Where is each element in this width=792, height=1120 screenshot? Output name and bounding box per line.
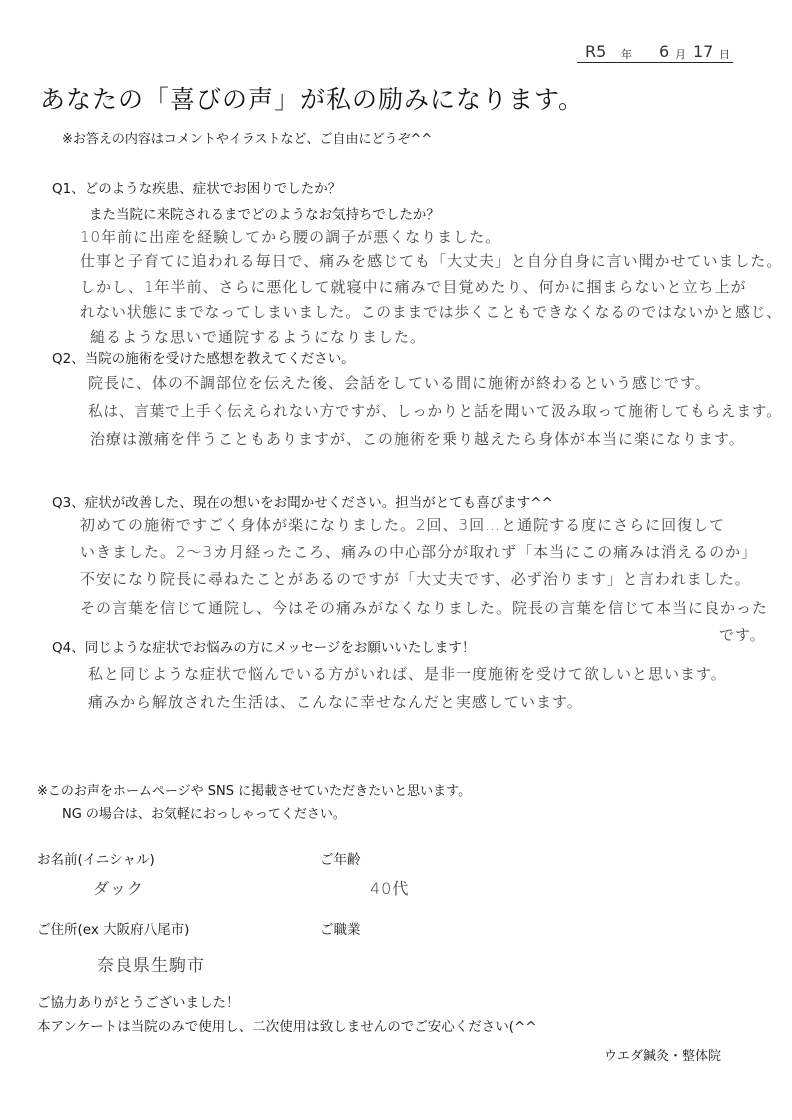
q1-answer-line: 10年前に出産を経験してから腰の調子が悪くなりました。 [80, 228, 502, 246]
name-value: ダック [93, 879, 145, 898]
date-day-unit: 日 [719, 48, 730, 61]
age-value: 40代 [370, 879, 410, 898]
q3-answer-line: その言葉を信じて通院し、今はその痛みがなくなりました。院長の言葉を信じて本当に良かった [80, 599, 769, 617]
q2-answer-line: 私は、言葉で上手く伝えられない方ですが、しっかりと話を聞いて汲み取って施術してもらえます。 [88, 402, 782, 420]
q1-answer-line: れない状態にまでなってしまいました。このままでは歩くこともできなくなるのではないかと感じ、 [80, 303, 783, 321]
q2-question: Q2、当院の施術を受けた感想を教えてください。 [52, 351, 355, 367]
job-label: ご職業 [320, 922, 361, 938]
thanks-message: ご協力ありがとうございました！ [37, 995, 240, 1011]
date-field [577, 40, 733, 63]
subtitle: ※お答えの内容はコメントやイラストなど、ご自由にどうぞ^^ [62, 132, 433, 147]
q3-answer-line: いきました。2～3カ月経ったころ、痛みの中心部分が取れず「本当にこの痛みは消えるのか」 [80, 543, 758, 561]
date-era-year: R5 [585, 42, 607, 61]
q1-subquestion: また当院に来院されるまでどのようなお気持ちでしたか？ [89, 207, 440, 223]
usage-notice: 本アンケートは当院のみで使用し、二次使用は致しませんのでご安心ください(^^ [37, 1019, 537, 1035]
q3-answer-line: 初めての施術ですごく身体が楽になりました。2回、3回…と通院する度にさらに回復して [80, 516, 726, 534]
q1-answer-line: 縋るような思いで通院するようになりました。 [90, 328, 427, 346]
date-year-unit: 年 [621, 48, 632, 61]
address-label: ご住所(ex 大阪府八尾市) [37, 922, 190, 938]
q4-answer-line: 痛みから解放された生活は、こんなに幸せなんだと実感しています。 [88, 693, 583, 711]
date-month-unit: 月 [675, 48, 686, 61]
clinic-name: ウエダ鍼灸・整体院 [604, 1049, 722, 1064]
q4-question: Q4、同じような症状でお悩みの方にメッセージをお願いいたします！ [52, 640, 476, 656]
date-day: 17 [693, 42, 714, 61]
q1-answer-line: 仕事と子育てに追われる毎日で、痛みを感じても「大丈夫」と自分自身に言い聞かせていました。 [80, 252, 783, 270]
page-title: あなたの「喜びの声」が私の励みになります。 [40, 85, 585, 114]
q3-answer-line: です。 [719, 626, 766, 644]
q1-question: Q1、どのような疾患、症状でお困りでしたか？ [52, 181, 342, 197]
name-label: お名前(イニシャル) [37, 852, 155, 868]
q3-question: Q3、症状が改善した、現在の想いをお聞かせください。担当がとても喜びます^^ [52, 495, 553, 511]
publish-notice: ※このお声をホームページや SNS に掲載させていただきたいと思います。 [37, 784, 472, 799]
q2-answer-line: 院長に、体の不調部位を伝えた後、会話をしている間に施術が終わるという感じです。 [88, 374, 711, 392]
q4-answer-line: 私と同じような症状で悩んでいる方がいれば、是非一度施術を受けて欲しいと思います。 [88, 665, 727, 683]
address-value: 奈良県生駒市 [97, 956, 205, 976]
q2-answer-line: 治療は激痛を伴うこともありますが、この施術を乗り越えたら身体が本当に楽になります。 [90, 430, 745, 448]
ng-notice: NG の場合は、お気軽におっしゃってください。 [62, 807, 346, 822]
q1-answer-line: しかし、1年半前、さらに悪化して就寝中に痛みで目覚めたり、何かに掴まらないと立ち上が [80, 278, 747, 296]
q3-answer-line: 不安になり院長に尋ねたことがあるのですが「大丈夫です、必ず治ります」と言われました。 [80, 570, 751, 588]
age-label: ご年齢 [320, 852, 361, 868]
date-month: 6 [659, 42, 670, 61]
